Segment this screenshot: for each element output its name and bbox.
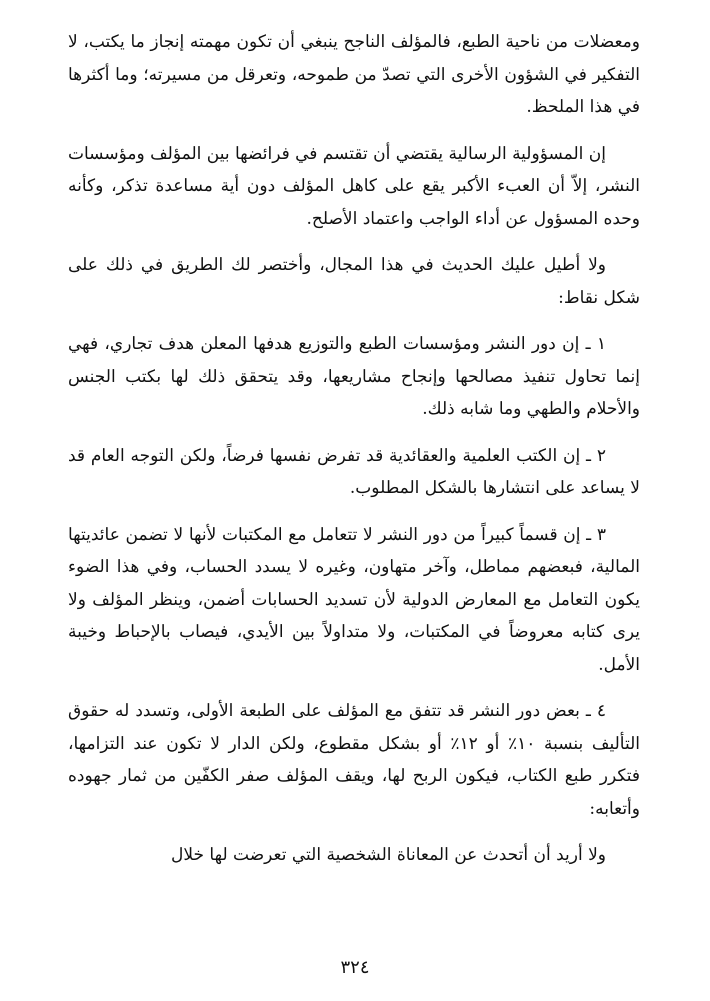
page-body bbox=[68, 26, 640, 886]
paragraph-4: ١ ـ إن دور النشر ومؤسسات الطبع والتوزيع هدفها المعلن هدف تجاري، فهي إنما تحاول تنفيذ مصالحها وإنجاح مشاريعها، وقد يتحقق ذلك لها بكتب الجنس والأحلام والطهي وما شابه ذلك. bbox=[68, 334, 640, 419]
page-number: ٣٢٤ bbox=[340, 957, 370, 978]
paragraph-5: ٢ ـ إن الكتب العلمية والعقائدية قد تفرض نفسها فرضاً، ولكن التوجه العام قد لا يساعد على انتشارها بالشكل المطلوب. bbox=[68, 445, 640, 498]
paragraph-3: ولا أطيل عليك الحديث في هذا المجال، وأختصر لك الطريق في ذلك على شكل نقاط: bbox=[68, 255, 640, 308]
paragraph-1: ومعضلات من ناحية الطبع، فالمؤلف الناجح ينبغي أن تكون مهمته إنجاز ما يكتب، لا التفكير في الشؤون الأخرى التي تصدّ من طموحه، وتعرقل من مسيرته؛ وما أكثرها في هذا الملحظ. bbox=[68, 32, 640, 117]
paragraph-7: ٤ ـ بعض دور النشر قد تتفق مع المؤلف على الطبعة الأولى، وتسدد له حقوق التأليف بنسبة ١٠٪ أو ١٢٪ أو بشكل مقطوع، ولكن الدار لا تكون عند التزامها، فتكرر طبع الكتاب، فيكون الربح لها، ويقف المؤلف صفر الكفّين من ثمار جهوده وأتعابه: bbox=[68, 701, 640, 819]
paragraph-2: إن المسؤولية الرسالية يقتضي أن تقتسم في فرائضها بين المؤلف ومؤسسات النشر، إلاّ أن العبء الأكبر يقع على كاهل المؤلف دون أية مساعدة تذكر، وكأنه وحده المسؤول عن أداء الواجب واعتماد الأصلح. bbox=[67, 143, 640, 229]
paragraph-8: ولا أريد أن أتحدث عن المعاناة الشخصية التي تعرضت لها خلال bbox=[171, 845, 606, 865]
paragraph-6: ٣ ـ إن قسماً كبيراً من دور النشر لا تتعامل مع المكتبات لأنها لا تضمن عائديتها المالية، فبعضهم مماطل، وآخر متهاون، وغيره لا يسدد الحساب، وفي هذا الضوء يكون التعامل مع المعارض الدولية لأن تسديد الحسابات أضمن، وينظر المؤلف ولا يرى كتابه معروضاً في المكتبات، ولا متداولاً بين الأيدي، فيصاب بالإحباط وخيبة الأمل. bbox=[68, 524, 640, 675]
